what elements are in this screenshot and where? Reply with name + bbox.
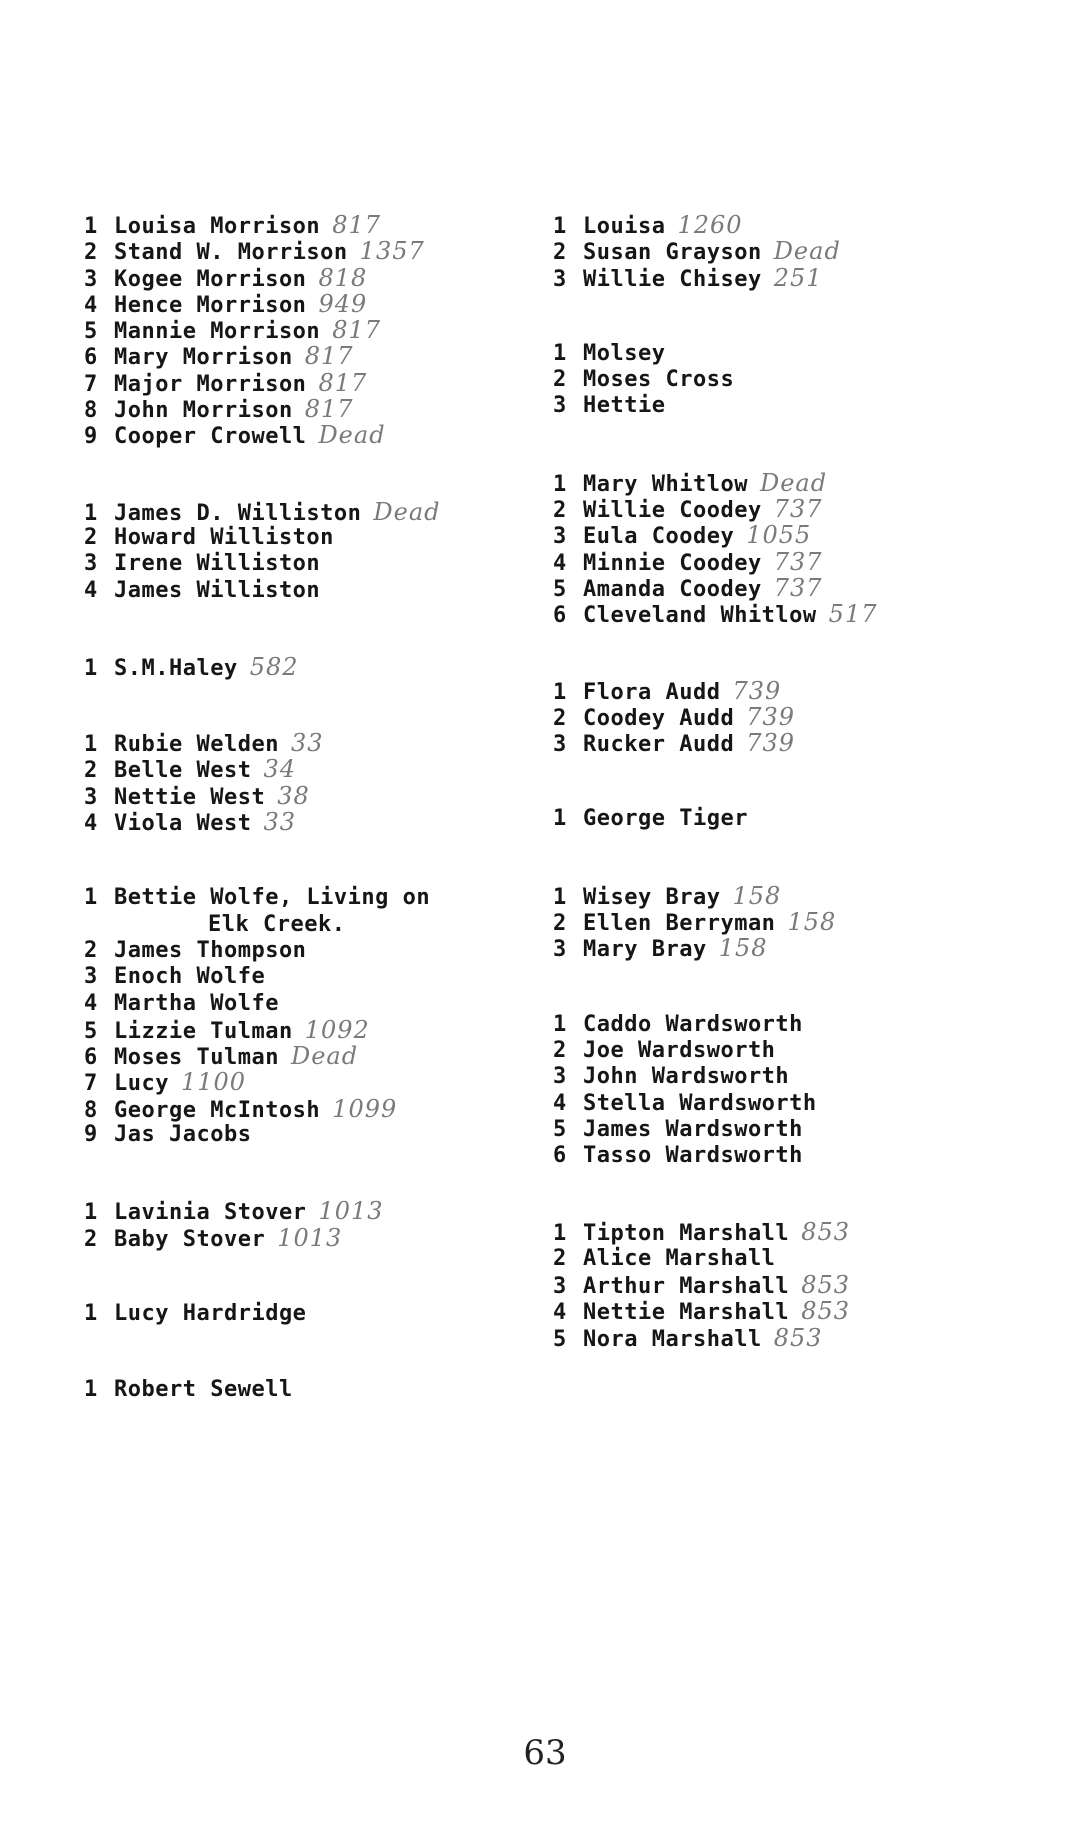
entry-number: 3 (553, 937, 567, 963)
entry (84, 578, 554, 604)
handwritten-annotation: 737 (773, 573, 823, 602)
entry (84, 885, 554, 911)
entry-name: Enoch Wolfe (114, 964, 266, 990)
handwritten-annotation: 582 (249, 652, 299, 681)
entry-name: James Wardsworth (583, 1116, 803, 1142)
entry-number: 6 (84, 1045, 98, 1071)
handwritten-annotation: 38 (277, 781, 310, 810)
handwritten-annotation: 1013 (277, 1223, 343, 1252)
entry-number: 1 (84, 1377, 98, 1403)
entry-name: James Williston (114, 577, 321, 603)
entry-number: 7 (84, 1071, 98, 1097)
handwritten-annotation: 1260 (677, 211, 743, 239)
entry (84, 809, 554, 835)
entry-name: Lucy Hardridge (114, 1300, 307, 1326)
entry (84, 370, 554, 396)
entry-number: 2 (84, 758, 98, 784)
entry (553, 909, 1023, 935)
handwritten-annotation: Dead (318, 421, 386, 450)
entry (84, 783, 554, 809)
entry (553, 393, 1023, 419)
entry-name: Susan Grayson (583, 240, 762, 266)
handwritten-annotation: 1100 (180, 1068, 247, 1097)
entry (84, 238, 554, 264)
entry-number: 2 (84, 240, 98, 266)
entry-number: 1 (84, 500, 98, 526)
entry-number: 3 (553, 1274, 567, 1300)
entry (84, 938, 554, 964)
entry (553, 730, 1023, 756)
entry-number: 3 (553, 524, 567, 550)
entry (84, 1122, 554, 1148)
entry-number: 1 (84, 732, 98, 758)
entry-number: 6 (84, 345, 98, 371)
household-group (553, 470, 1023, 628)
entry-name: Flora Audd (583, 679, 721, 705)
entry-number: 1 (553, 214, 567, 239)
entry-name: John Morrison (114, 398, 293, 424)
entry-number: 2 (553, 1037, 567, 1063)
household-group (553, 1219, 1023, 1350)
entry (553, 212, 1023, 238)
entry-number: 1 (553, 471, 567, 497)
entry (553, 704, 1023, 730)
entry-number: 3 (553, 393, 567, 419)
entry-number: 1 (84, 214, 98, 239)
entry (553, 1219, 1023, 1245)
entry (84, 756, 554, 782)
entry (84, 499, 554, 525)
entry (553, 575, 1023, 601)
entry-number: 3 (84, 266, 98, 292)
entry-name: Moses Tulman (114, 1045, 279, 1071)
entry-name: Alice Marshall (583, 1245, 776, 1271)
entry (553, 601, 1023, 627)
entry (84, 396, 554, 422)
entry (84, 1069, 554, 1095)
household-group (553, 806, 1023, 832)
entry-name: Molsey (583, 340, 666, 366)
entry (84, 525, 554, 551)
handwritten-annotation: Dead (373, 497, 441, 526)
handwritten-annotation: 817 (318, 368, 368, 397)
entry-number: 4 (84, 811, 98, 837)
handwritten-annotation: 817 (332, 211, 381, 239)
handwritten-annotation: 853 (801, 1271, 850, 1300)
entry-name: Caddo Wardsworth (583, 1011, 803, 1037)
entry (84, 1301, 554, 1327)
entry-name: S.M.Haley (114, 655, 238, 681)
right-column (553, 212, 1023, 1351)
entry-number: 3 (553, 1064, 567, 1090)
entry-number: 3 (84, 964, 98, 990)
handwritten-annotation: Dead (290, 1042, 359, 1071)
entry-number: 8 (84, 398, 98, 424)
entry-name: Wisey Bray (583, 884, 721, 910)
entry-number: 3 (553, 266, 567, 292)
entry-number: 1 (553, 340, 567, 366)
entry-name: Nettie Marshall (583, 1300, 790, 1326)
handwritten-annotation: 158 (732, 881, 782, 910)
entry-number: 2 (553, 1245, 567, 1271)
entry (553, 1272, 1023, 1298)
entry-name: Jas Jacobs (114, 1122, 252, 1148)
handwritten-annotation: 739 (746, 729, 796, 758)
entry (84, 1096, 554, 1122)
entry-number: 8 (84, 1097, 98, 1123)
entry-name: Moses Cross (583, 367, 735, 393)
handwritten-annotation: 737 (773, 547, 823, 576)
handwritten-annotation: 853 (801, 1297, 850, 1326)
entry-name: Howard Williston (114, 524, 334, 550)
household-group (553, 1012, 1023, 1170)
entry (553, 1091, 1023, 1117)
handwritten-annotation: 818 (318, 263, 368, 292)
entry-number: 4 (84, 292, 98, 318)
entry-number: 2 (84, 937, 98, 963)
entry-name: Ellen Berryman (583, 911, 776, 937)
household-group (553, 212, 1023, 291)
entry (553, 1038, 1023, 1064)
entry (553, 1064, 1023, 1090)
household-group (84, 1198, 554, 1251)
entry-name: Eula Coodey (583, 524, 735, 550)
entry (84, 1017, 554, 1043)
household-group (84, 1377, 554, 1403)
entry (553, 496, 1023, 522)
handwritten-annotation: 158 (787, 908, 837, 937)
entry-name: Willie Chisey (583, 266, 762, 292)
entry (553, 935, 1023, 961)
entry-number: 1 (84, 885, 98, 911)
entry (553, 1298, 1023, 1324)
entry (553, 806, 1023, 832)
entry (553, 367, 1023, 393)
entry-number: 5 (553, 1116, 567, 1142)
left-column (84, 212, 554, 1404)
entry-name: Hettie (583, 393, 666, 419)
entry-number: 2 (84, 524, 98, 550)
handwritten-annotation: 33 (290, 729, 324, 758)
entry-name: George Tiger (583, 806, 748, 832)
entry (84, 1198, 554, 1224)
entry-name: Kogee Morrison (114, 266, 307, 292)
entry (553, 549, 1023, 575)
handwritten-annotation: 1092 (304, 1015, 370, 1044)
household-group (84, 654, 554, 680)
entry-name: Willie Coodey (583, 498, 762, 524)
entry-number: 5 (553, 1326, 567, 1352)
entry-number: 3 (84, 784, 98, 810)
handwritten-annotation: 1357 (359, 237, 425, 266)
handwritten-annotation: 34 (263, 755, 296, 784)
entry-number: 6 (553, 1143, 567, 1169)
entry-name: Irene Williston (114, 551, 321, 577)
entry-name: Rubie Welden (114, 732, 279, 758)
household-group (84, 1301, 554, 1327)
entry-number: 4 (84, 990, 98, 1016)
entry-name: Stand W. Morrison (114, 240, 348, 266)
entry-number: 5 (84, 1018, 98, 1044)
entry-number: 5 (553, 576, 567, 602)
entry-name: Mary Morrison (114, 345, 293, 371)
entry-name: Rucker Audd (583, 732, 735, 758)
entry-name: Nettie West (114, 784, 266, 810)
entry (84, 343, 554, 369)
handwritten-annotation: 817 (304, 395, 354, 424)
entry (84, 212, 554, 238)
entry-name: Major Morrison (114, 371, 307, 397)
entry-name: Cleveland Whitlow (583, 603, 817, 629)
entry-name: Nora Marshall (583, 1326, 762, 1352)
entry-name: Lucy (114, 1071, 169, 1097)
entry-number: 1 (553, 1011, 567, 1037)
handwritten-annotation: 517 (828, 600, 878, 629)
entry-name: Joe Wardsworth (583, 1037, 776, 1063)
entry-number: 9 (84, 1122, 98, 1148)
entry-name: Arthur Marshall (583, 1274, 790, 1300)
entry (84, 964, 554, 990)
entry-name: Hence Morrison (114, 292, 307, 318)
entry (84, 730, 554, 756)
entry-number: 6 (553, 603, 567, 629)
household-group (84, 499, 554, 604)
handwritten-annotation: 853 (773, 1323, 823, 1352)
entry-continuation (84, 912, 554, 938)
entry-name: Bettie Wolfe, Living on (114, 885, 431, 911)
entry (84, 1377, 554, 1403)
entry (553, 1012, 1023, 1038)
entry-number: 3 (84, 551, 98, 577)
entry-name: James Thompson (114, 937, 307, 963)
entry (553, 522, 1023, 548)
entry (553, 470, 1023, 496)
entry-name: Stella Wardsworth (583, 1090, 817, 1116)
entry (84, 1043, 554, 1069)
entry-name: Louisa Morrison (114, 214, 321, 239)
entry-name: James D. Williston (114, 500, 362, 526)
handwritten-annotation: 817 (332, 316, 381, 345)
entry (553, 1117, 1023, 1143)
entry (553, 265, 1023, 291)
entry (84, 265, 554, 291)
handwritten-annotation: 817 (304, 342, 354, 371)
entry-number: 1 (553, 806, 567, 832)
entry-number: 1 (553, 884, 567, 910)
entry-number: 4 (553, 550, 567, 576)
entry (553, 341, 1023, 367)
entry-name: Mary Bray (583, 937, 707, 963)
entry-number: 4 (553, 1300, 567, 1326)
entry-name: Lavinia Stover (114, 1200, 307, 1226)
entry-name: Baby Stover (114, 1226, 266, 1252)
entry (84, 1225, 554, 1251)
entry (553, 1246, 1023, 1272)
entry (84, 317, 554, 343)
entry-name: Lizzie Tulman (114, 1018, 293, 1044)
entry-number: 4 (553, 1090, 567, 1116)
entry (84, 422, 554, 448)
handwritten-annotation: 251 (773, 263, 823, 292)
entry (553, 678, 1023, 704)
handwritten-annotation: Dead (759, 468, 828, 497)
entry-name: Minnie Coodey (583, 550, 762, 576)
entry-number: 4 (84, 577, 98, 603)
entry (553, 883, 1023, 909)
entry-number: 1 (553, 1221, 567, 1247)
handwritten-annotation: 1013 (318, 1197, 384, 1226)
entry (84, 291, 554, 317)
household-group (84, 885, 554, 1148)
handwritten-annotation: 853 (801, 1218, 850, 1247)
entry-number: 2 (553, 240, 567, 266)
household-group (553, 678, 1023, 757)
handwritten-annotation: 739 (746, 702, 796, 731)
handwritten-annotation: 158 (718, 934, 768, 963)
entry-number: 1 (84, 1200, 98, 1226)
page-number: 63 (523, 1733, 567, 1773)
entry (84, 991, 554, 1017)
entry-name: Mary Whitlow (583, 471, 748, 497)
entry-number: 1 (553, 679, 567, 705)
entry-number: 5 (84, 319, 98, 345)
entry-name: Viola West (114, 811, 252, 837)
entry-name: George McIntosh (114, 1097, 321, 1123)
household-group (553, 883, 1023, 962)
entry (553, 1325, 1023, 1351)
entry-number: 2 (553, 367, 567, 393)
entry-number: 2 (84, 1226, 98, 1252)
handwritten-annotation: 1099 (332, 1094, 398, 1123)
entry-number: 2 (553, 705, 567, 731)
household-group (553, 341, 1023, 420)
entry-number: 1 (84, 1300, 98, 1326)
entry-number: 9 (84, 424, 98, 450)
entry-name: Coodey Audd (583, 705, 735, 731)
handwritten-annotation: 737 (773, 495, 823, 524)
entry-name: Amanda Coodey (583, 576, 762, 602)
handwritten-annotation: 33 (263, 808, 296, 837)
entry-number: 1 (84, 655, 98, 681)
entry-name: Louisa (583, 214, 666, 239)
handwritten-annotation: 1055 (746, 521, 812, 550)
handwritten-annotation: 739 (732, 676, 782, 705)
entry-name: Elk Creek. (208, 911, 346, 937)
entry-name: Mannie Morrison (114, 319, 321, 345)
entry-name: Belle West (114, 758, 252, 784)
entry (84, 551, 554, 577)
entry-name: Cooper Crowell (114, 424, 307, 450)
entry-name: Tipton Marshall (583, 1221, 790, 1247)
entry-number: 2 (553, 911, 567, 937)
entry-name: Robert Sewell (114, 1377, 293, 1403)
entry-name: Tasso Wardsworth (583, 1143, 803, 1169)
entry (84, 654, 554, 680)
entry (553, 1143, 1023, 1169)
handwritten-annotation: 949 (318, 289, 368, 318)
handwritten-annotation: Dead (773, 237, 841, 266)
entry (553, 238, 1023, 264)
household-group (84, 212, 554, 449)
entry-name: Martha Wolfe (114, 990, 279, 1016)
entry-number: 3 (553, 732, 567, 758)
household-group (84, 730, 554, 835)
entry-number: 2 (553, 498, 567, 524)
entry-number: 7 (84, 371, 98, 397)
entry-name: John Wardsworth (583, 1064, 790, 1090)
